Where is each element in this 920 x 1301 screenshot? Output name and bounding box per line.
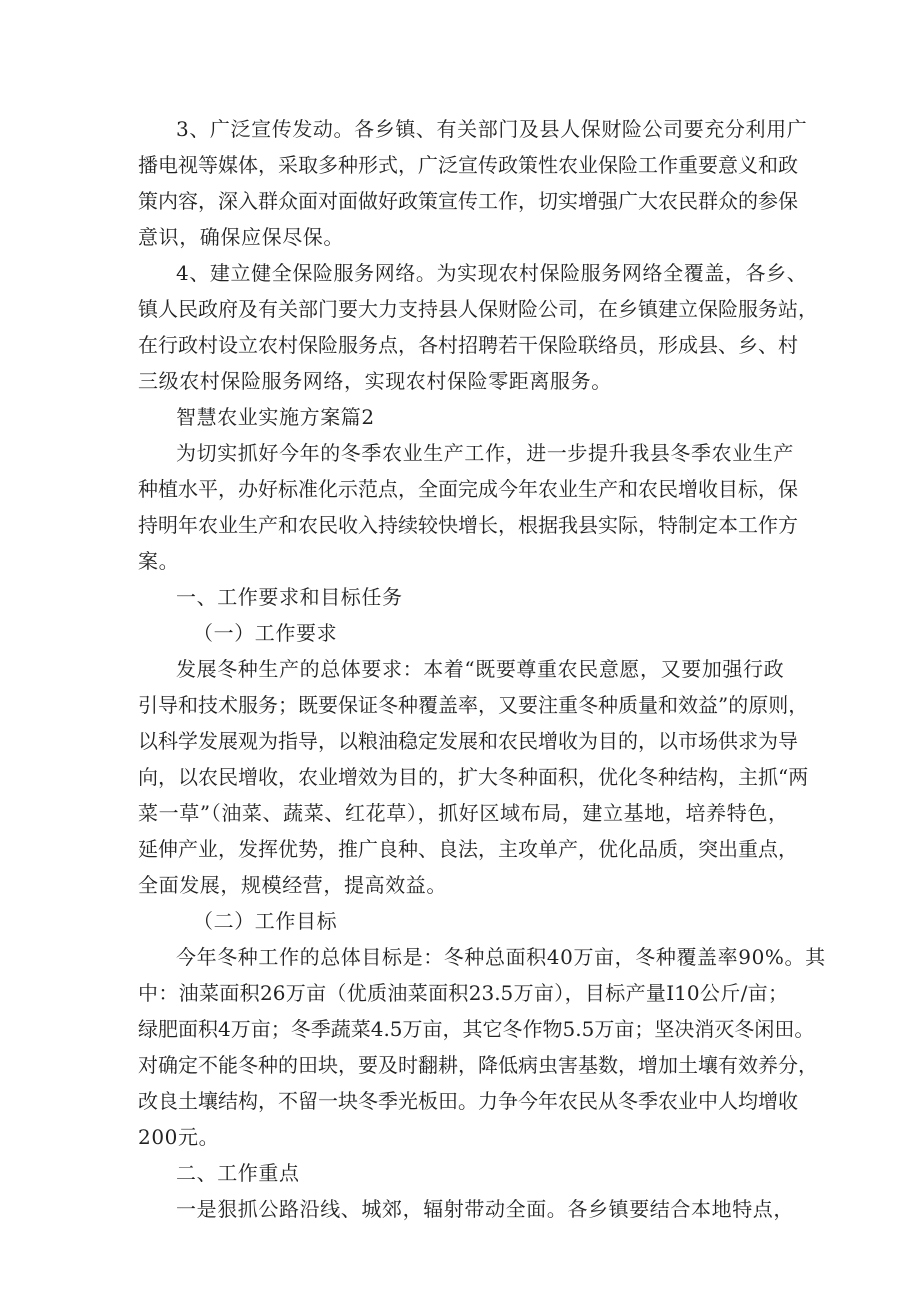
- goals-line-4: 对确定不能冬种的田块，要及时翻耕，降低病虫害基数，增加土壤有效养分，: [138, 1053, 818, 1077]
- requirements-line-1: 发展冬种生产的总体要求：本着“既要尊重农民意愿，又要加强行政: [176, 657, 785, 681]
- goals-line-5: 改良土壤结构，不留一块冬季光板田。力争今年农民从冬季农业中人均增收: [138, 1089, 798, 1113]
- requirements-line-6: 延伸产业，发挥优势，推广良种、良法，主攻单产，优化品质，突出重点，: [138, 837, 798, 861]
- paragraph-4-line-3: 在行政村设立农村保险服务点，各村招聘若干保险联络员，形成县、乡、村: [138, 333, 798, 357]
- goals-line-1: 今年冬种工作的总体目标是：冬种总面积40万亩，冬种覆盖率90%。其: [176, 945, 826, 969]
- intro-line-2: 种植水平，办好标准化示范点，全面完成今年农业生产和农民增收目标，保: [138, 477, 798, 501]
- paragraph-3-line-2: 播电视等媒体，采取多种形式，广泛宣传政策性农业保险工作重要意义和政: [138, 153, 798, 177]
- requirements-line-4: 向，以农民增收，农业增效为目的，扩大冬种面积，优化冬种结构，主抓“两: [138, 765, 809, 789]
- paragraph-3-line-1: 3、广泛宣传发动。各乡镇、有关部门及县人保财险公司要充分利用广: [176, 117, 808, 141]
- focus-line-1: 一是狠抓公路沿线、城郊，辐射带动全面。各乡镇要结合本地特点，: [176, 1197, 794, 1221]
- intro-line-1: 为切实抓好今年的冬季农业生产工作，进一步提升我县冬季农业生产: [176, 441, 794, 465]
- goals-line-2: 中：油菜面积26万亩（优质油菜面积23.5万亩），目标产量I10公斤/亩；: [138, 981, 788, 1005]
- goals-line-3: 绿肥面积4万亩；冬季蔬菜4.5万亩，其它冬作物5.5万亩；坚决消灭冬闲田。: [138, 1017, 815, 1041]
- subheading-1: （一）工作要求: [193, 621, 338, 645]
- paragraph-4-line-4: 三级农村保险服务网络，实现农村保险零距离服务。: [138, 369, 612, 393]
- requirements-line-7: 全面发展，规模经营，提高效益。: [138, 873, 447, 897]
- heading-1: 一、工作要求和目标任务: [176, 585, 403, 609]
- intro-line-3: 持明年农业生产和农民收入持续较快增长，根据我县实际，特制定本工作方: [138, 513, 798, 537]
- requirements-line-5: 菜一草”（油菜、蔬菜、红花草），抓好区域布局，建立基地，培养特色，: [138, 801, 788, 825]
- paragraph-3-line-4: 意识，确保应保尽保。: [138, 225, 344, 249]
- section-title-plan-2: 智慧农业实施方案篇2: [176, 405, 375, 429]
- intro-line-4: 案。: [138, 549, 180, 573]
- paragraph-4-line-2: 镇人民政府及有关部门要大力支持县人保财险公司，在乡镇建立保险服务站，: [138, 297, 818, 321]
- paragraph-4-line-1: 4、建立健全保险服务网络。为实现农村保险服务网络全覆盖，各乡、: [176, 261, 808, 285]
- subheading-2: （二）工作目标: [193, 909, 338, 933]
- goals-line-6: 200元。: [138, 1125, 220, 1149]
- requirements-line-3: 以科学发展观为指导，以粮油稳定发展和农民增收为目的，以市场供求为导: [138, 729, 798, 753]
- requirements-line-2: 引导和技术服务；既要保证冬种覆盖率，又要注重冬种质量和效益”的原则，: [138, 693, 809, 717]
- heading-2: 二、工作重点: [176, 1161, 300, 1185]
- paragraph-3-line-3: 策内容，深入群众面对面做好政策宣传工作，切实增强广大农民群众的参保: [138, 189, 798, 213]
